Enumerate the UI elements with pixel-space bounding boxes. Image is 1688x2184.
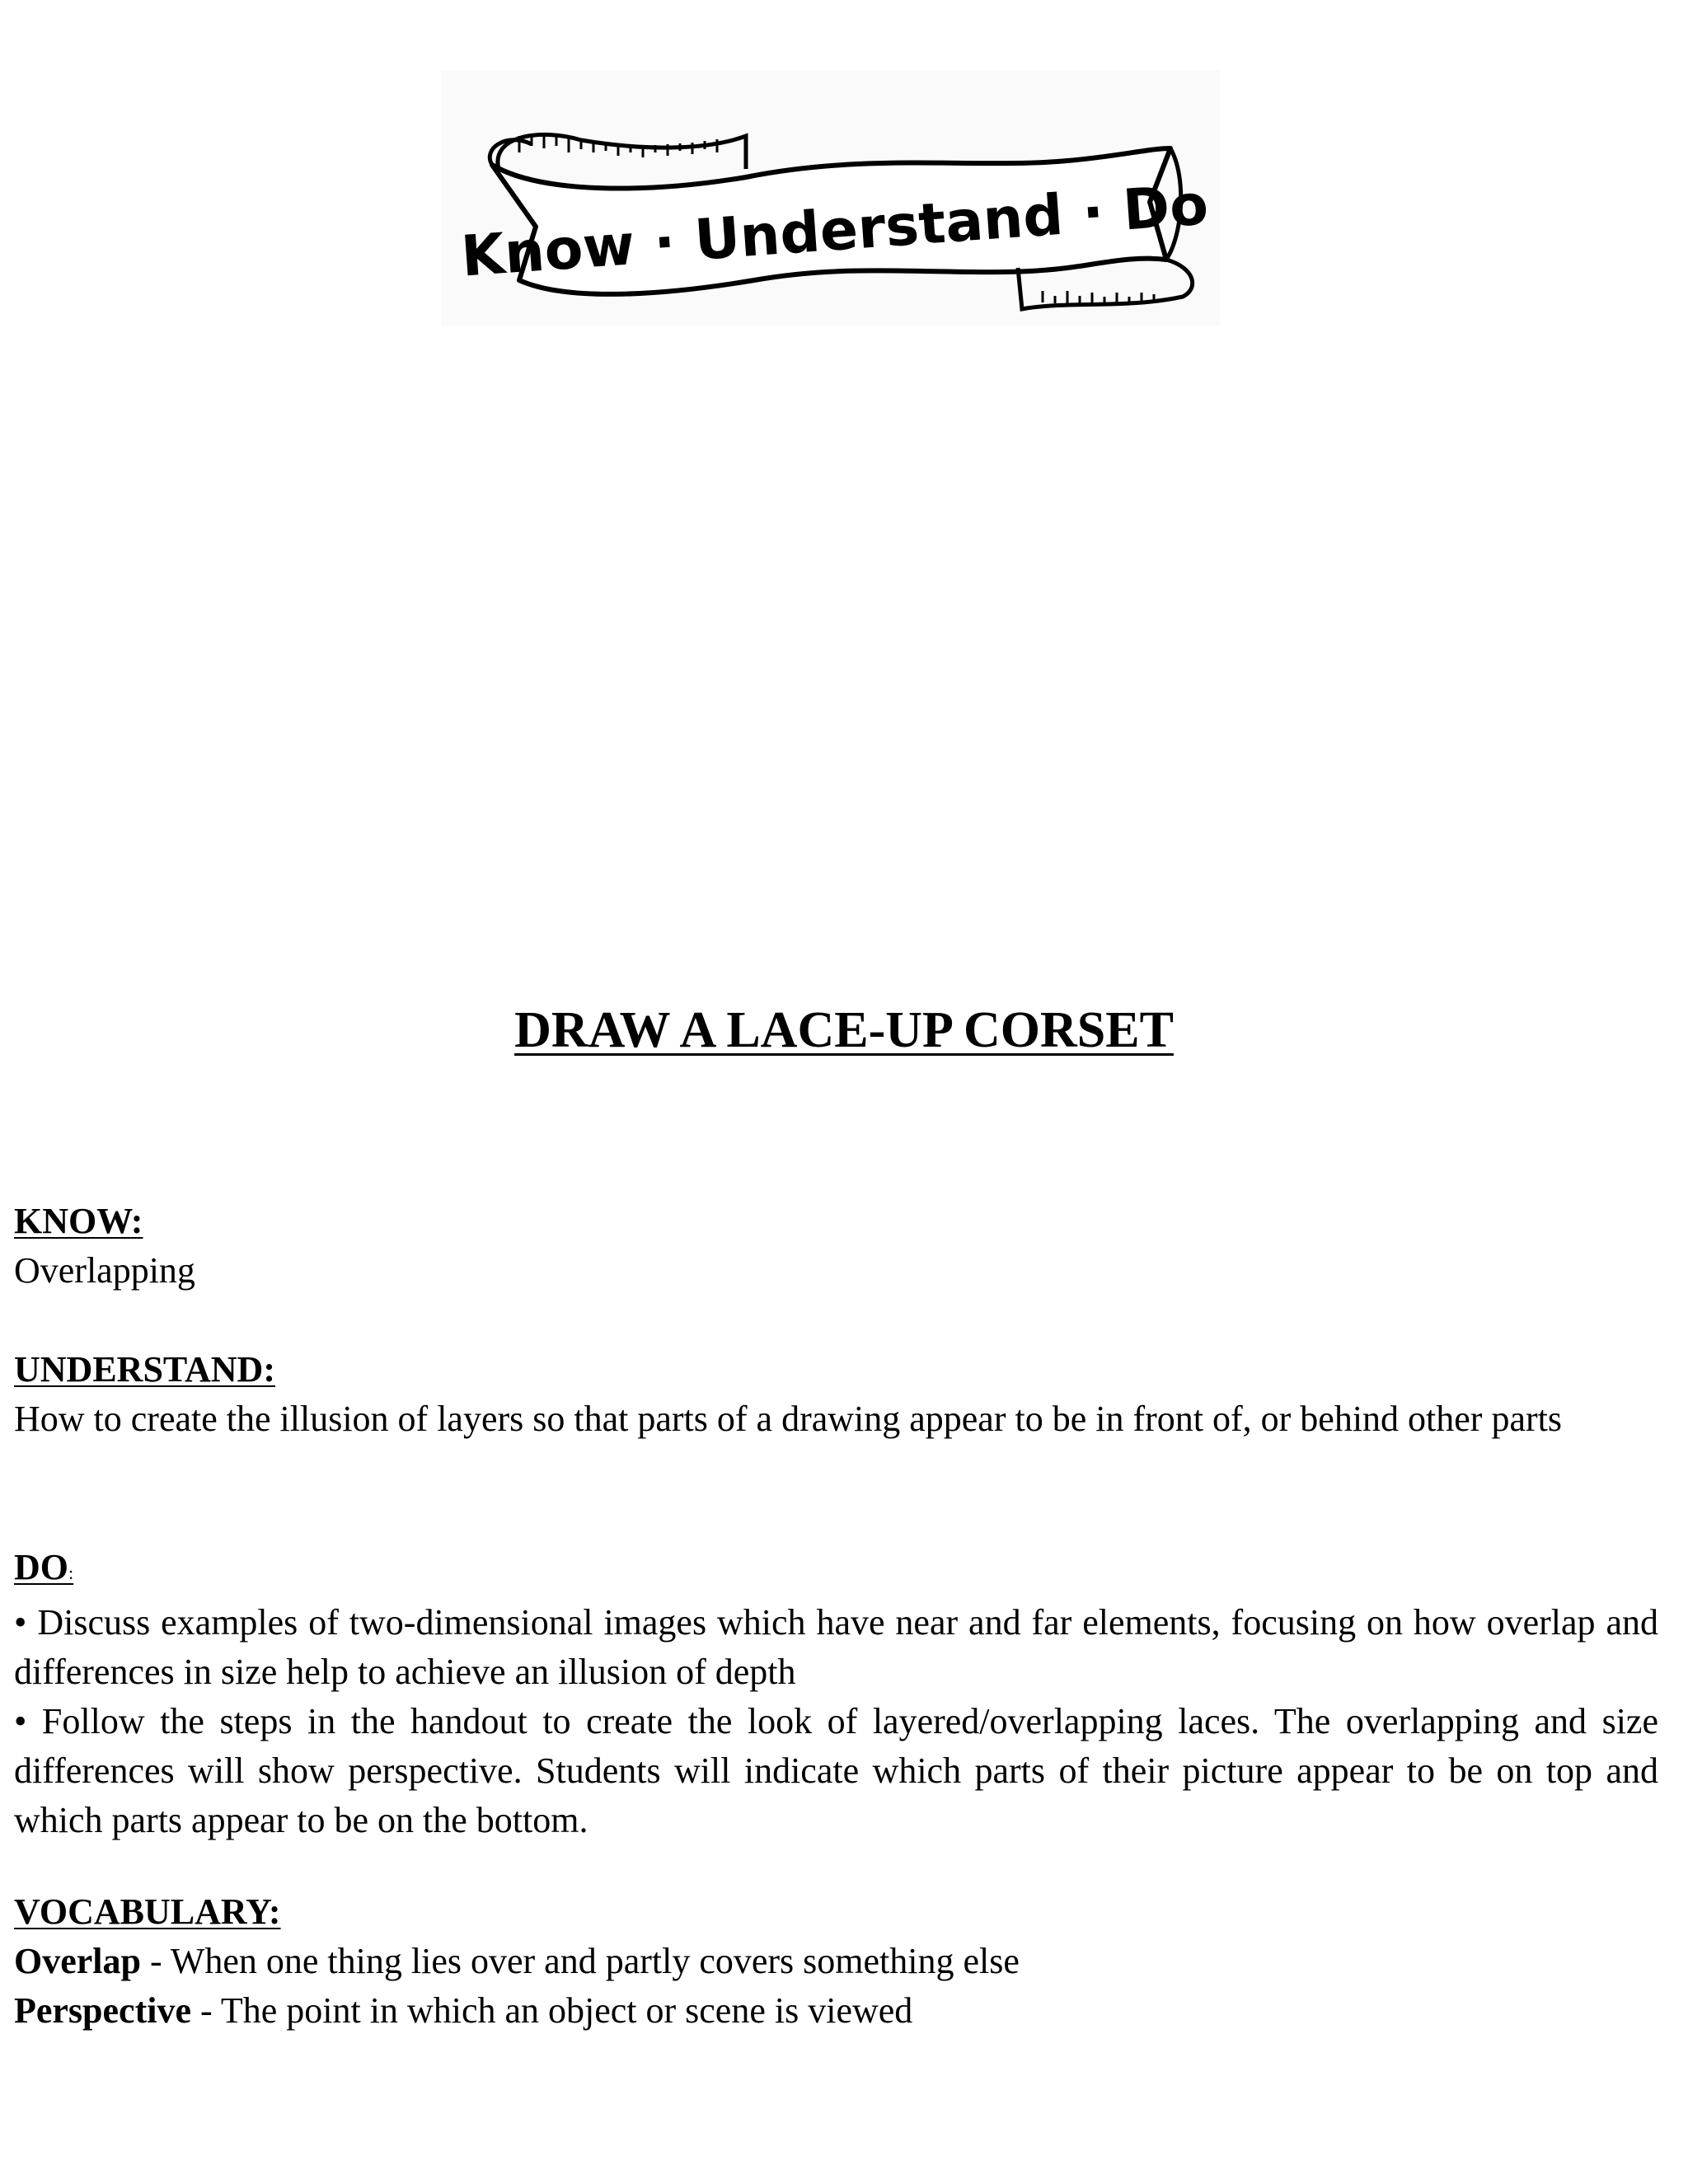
vocab-item-overlap: [14, 1937, 1658, 1986]
vocab-item-perspective: [14, 1986, 1658, 2036]
know-understand-do-banner-logo: [441, 70, 1220, 326]
vocab-definition-overlap: - When one thing lies over and partly covers something else: [140, 1941, 1020, 1981]
vocabulary-section: [14, 1887, 1658, 2036]
understand-heading: UNDERSTAND:: [14, 1349, 275, 1390]
do-bullet-1: • Discuss examples of two-dimensional images which have near and far elements, focusing on how overlap and differences in size help to achieve an illusion of depth: [14, 1602, 1658, 1692]
document-title: [0, 997, 1688, 1063]
do-heading-colon: :: [68, 1563, 74, 1583]
understand-section: [14, 1345, 1658, 1444]
know-text: Overlapping: [14, 1250, 195, 1291]
ribbon-banner-graphic: [441, 70, 1220, 326]
do-bullet-2: • Follow the steps in the handout to create the look of layered/overlapping laces. The overlapping and size differences will show perspective. Students will indicate which parts of their picture appear to be on top and which parts appear to be on the bottom.: [14, 1701, 1658, 1840]
vocabulary-heading: VOCABULARY:: [14, 1891, 281, 1932]
do-heading: [14, 1543, 1658, 1598]
do-section: [14, 1543, 1658, 1845]
vocab-term-overlap: Overlap: [14, 1941, 141, 1981]
know-heading: KNOW:: [14, 1201, 143, 1241]
vocab-term-perspective: Perspective: [14, 1990, 191, 2031]
vocab-definition-perspective: - The point in which an object or scene is viewed: [191, 1990, 913, 2031]
document-title-text: DRAW A LACE-UP CORSET: [514, 1002, 1174, 1058]
do-heading-text: DO: [14, 1547, 68, 1587]
banner-logo-text: Know · Understand · Do: [458, 172, 1211, 290]
know-section: [14, 1197, 1658, 1296]
understand-text: How to create the illusion of layers so that parts of a drawing appear to be in front of, or behind other parts: [14, 1399, 1562, 1439]
